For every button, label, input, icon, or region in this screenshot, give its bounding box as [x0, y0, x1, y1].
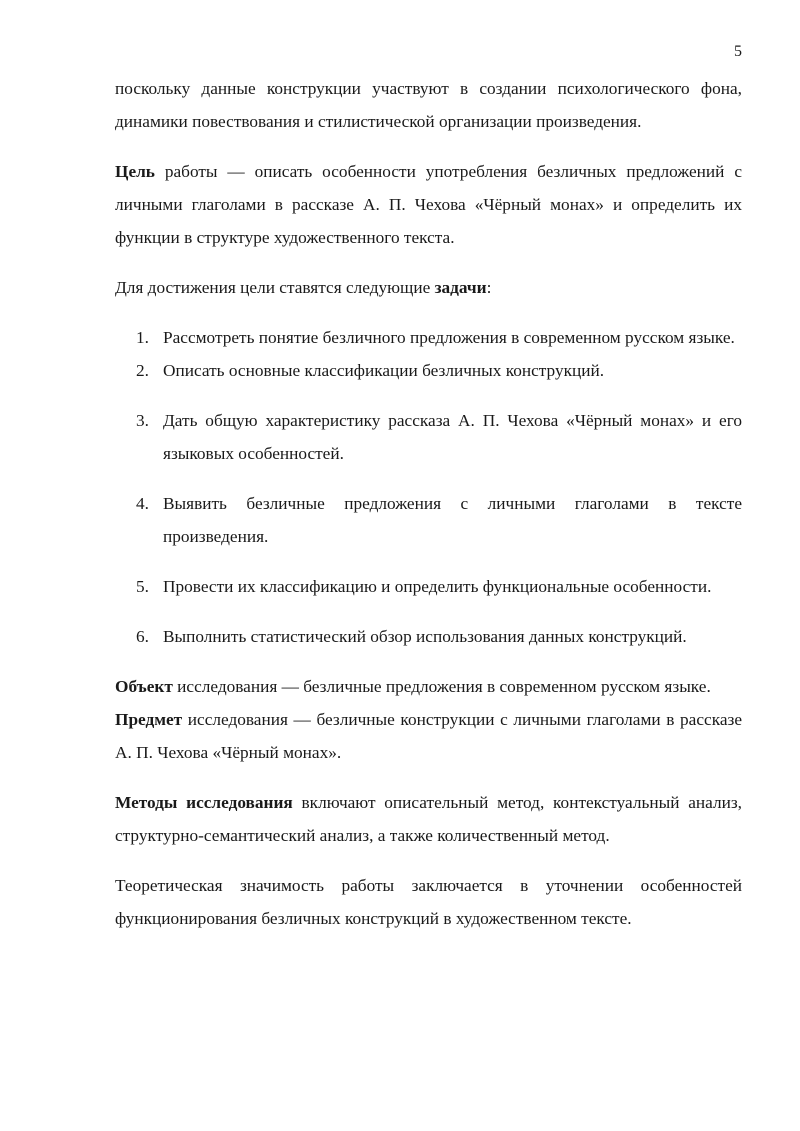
task-text: Выполнить статистический обзор использования данных конструкций.: [163, 627, 687, 646]
tasks-intro-paragraph: [115, 271, 742, 304]
task-number: 2.: [136, 361, 149, 380]
task-item: [115, 620, 742, 653]
task-item: [115, 404, 742, 470]
task-item: [115, 487, 742, 553]
object-paragraph: [115, 670, 742, 703]
methods-label: Методы исследования: [115, 793, 293, 812]
task-text: Провести их классификацию и определить функциональные особенности.: [163, 577, 712, 596]
task-number: 5.: [136, 577, 149, 596]
subject-paragraph: [115, 703, 742, 769]
significance-paragraph: Теоретическая значимость работы заключается в уточнении особенностей функционирования безличных конструкций в художественном тексте.: [115, 876, 742, 928]
task-text: Рассмотреть понятие безличного предложения в современном русском языке.: [163, 328, 735, 347]
task-item: [115, 354, 742, 387]
task-text: Выявить безличные предложения с личными глаголами в тексте произведения.: [163, 494, 742, 546]
tasks-intro-before: Для достижения цели ставятся следующие: [115, 278, 435, 297]
methods-text: включают описательный метод, контекстуальный анализ, структурно-семантический анализ, а также количественный метод.: [115, 793, 742, 845]
methods-paragraph: [115, 786, 742, 852]
task-list: [115, 321, 742, 653]
goal-text: работы — описать особенности употребления безличных предложений с личными глаголами в рассказе А. П. Чехова «Чёрный монах» и определить их функции в структуре художественного текста.: [115, 162, 742, 247]
task-text: Дать общую характеристику рассказа А. П. Чехова «Чёрный монах» и его языковых особенностей.: [163, 411, 742, 463]
document-body: [115, 72, 742, 952]
goal-paragraph: [115, 155, 742, 254]
goal-label: Цель: [115, 162, 155, 181]
task-number: 1.: [136, 328, 149, 347]
tasks-intro-after: :: [486, 278, 492, 297]
intro-continuation-paragraph: поскольку данные конструкции участвуют в создании психологического фона, динамики повествования и стилистической организации произведения.: [115, 79, 742, 131]
task-item: [115, 321, 742, 354]
subject-label: Предмет: [115, 710, 183, 729]
subject-text: исследования — безличные конструкции с личными глаголами в рассказе А. П. Чехова «Чёрный монах».: [115, 710, 742, 762]
task-number: 4.: [136, 494, 149, 513]
task-item: [115, 570, 742, 603]
tasks-label: задачи: [434, 278, 487, 297]
task-number: 3.: [136, 411, 149, 430]
object-label: Объект: [115, 677, 173, 696]
object-text: исследования — безличные предложения в современном русском языке.: [172, 677, 711, 696]
task-text: Описать основные классификации безличных конструкций.: [163, 361, 605, 380]
task-number: 6.: [136, 627, 149, 646]
page-number: 5: [734, 43, 742, 60]
